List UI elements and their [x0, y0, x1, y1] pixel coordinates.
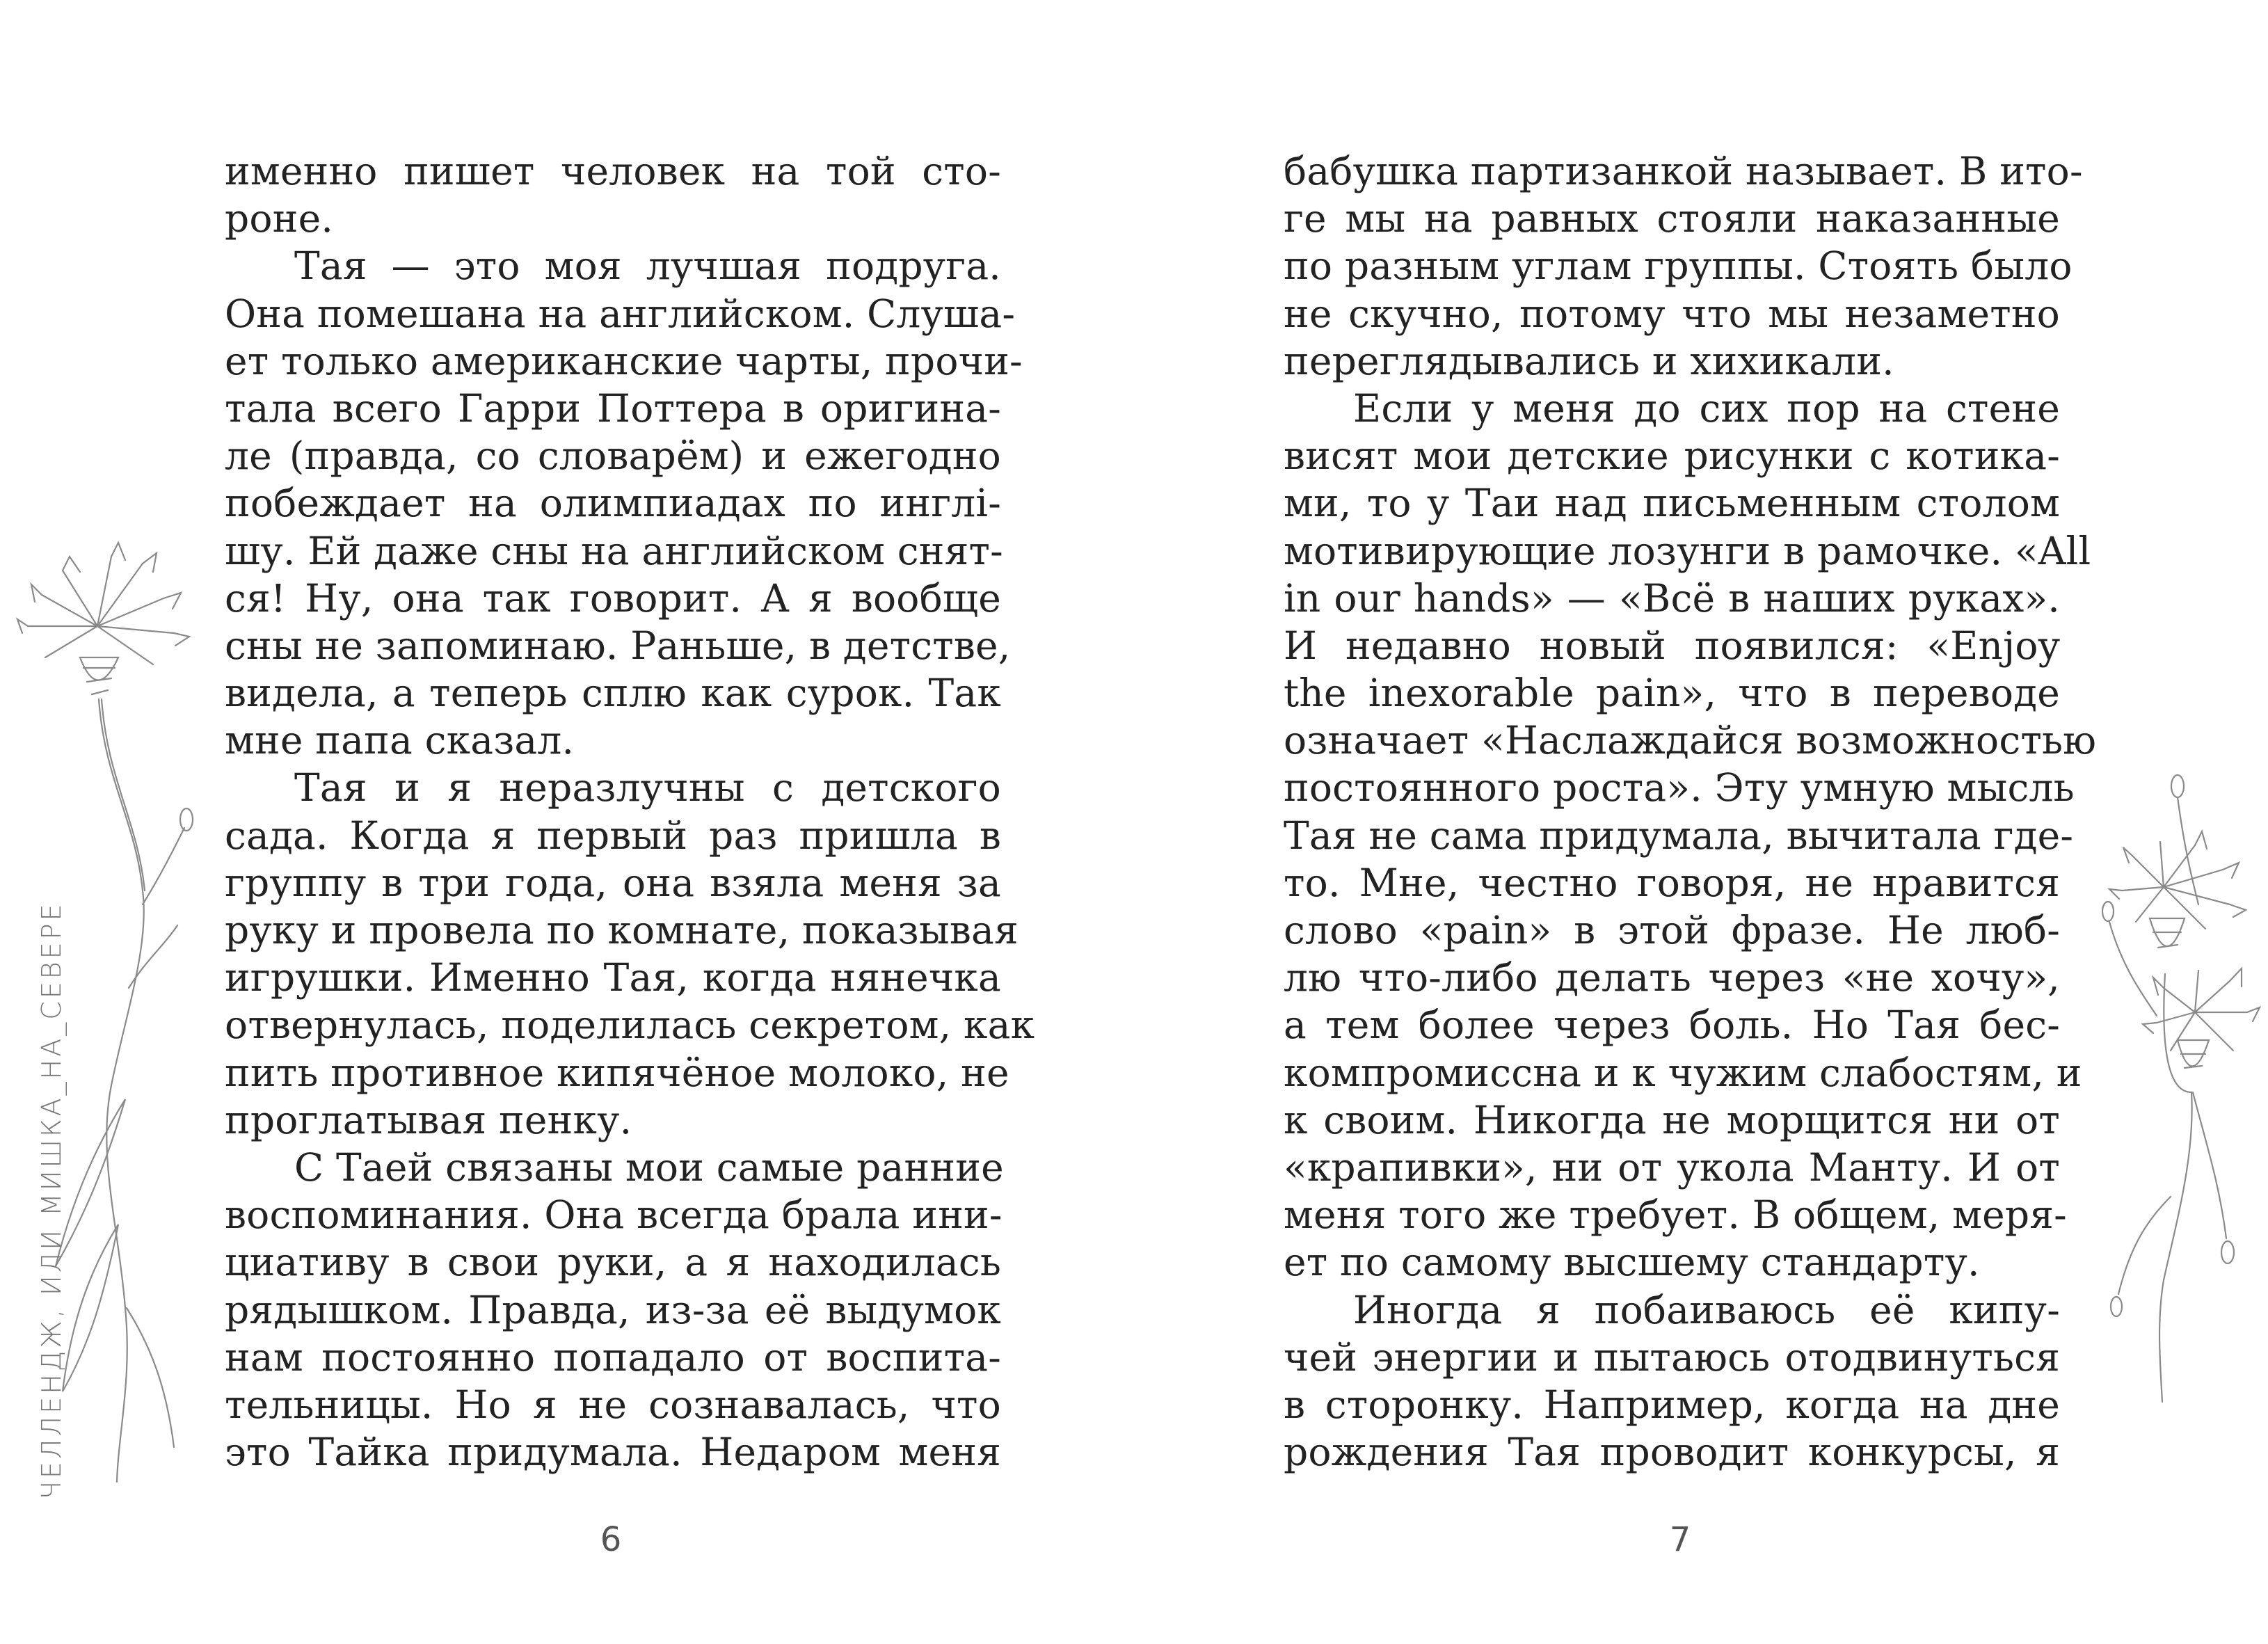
text-line: мне папа сказал.: [225, 718, 575, 763]
text-line: в сторонку. Например, когда на дне: [1284, 1382, 2060, 1427]
text-line: шу. Ей даже сны на английском снят-: [225, 528, 1003, 573]
text-line: тала всего Гарри Поттера в оригина-: [225, 385, 1001, 431]
text-line: это Тайка придумала. Недаром меня: [225, 1430, 1001, 1475]
page-number-right: 7: [1669, 1520, 1691, 1559]
text-line: рождения Тая проводит конкурсы, я: [1284, 1430, 2060, 1475]
text-line: тельницы. Но я не сознавалась, что: [225, 1382, 1001, 1427]
text-line: сны не запоминаю. Раньше, в детстве,: [225, 623, 1011, 668]
text-line: ми, то у Таи над письменным столом: [1284, 481, 2060, 526]
text-line: пить противное кипячёное молоко, не: [225, 1050, 1009, 1095]
text-line: Тая не сама придумала, вычитала где-: [1284, 813, 2074, 858]
text-line: побеждает на олимпиадах по инглі-: [225, 481, 1001, 526]
text-line: проглатывая пенку.: [225, 1097, 632, 1142]
text-line: in our hands» — «Всё в наших руках».: [1284, 575, 2060, 621]
text-line: группу в три года, она взяла меня за: [225, 860, 1001, 905]
text-line: the inexorable pain», что в переводе: [1284, 671, 2060, 716]
text-line: Тая и я неразлучны с детского: [294, 765, 1001, 811]
text-line: отвернулась, поделилась секретом, как: [225, 1003, 1035, 1048]
text-line: меня того же требует. В общем, меря-: [1284, 1192, 2067, 1238]
text-line: постоянного роста». Эту умную мысль: [1284, 765, 2075, 811]
text-line: висят мои детские рисунки с котика-: [1284, 433, 2060, 479]
text-line: роне.: [225, 196, 334, 241]
text-line: сада. Когда я первый раз пришла в: [225, 813, 1001, 858]
page-number-left: 6: [600, 1520, 622, 1559]
text-line: компромиссна и к чужим слабостям, и: [1284, 1050, 2082, 1095]
text-line: не скучно, потому что мы незаметно: [1284, 291, 2060, 336]
text-line: по разным углам группы. Стоять было: [1284, 244, 2073, 289]
text-line: Тая — это моя лучшая подруга.: [294, 244, 1001, 289]
text-line: нам постоянно попадало от воспита-: [225, 1334, 1001, 1380]
text-line: то. Мне, честно говоря, не нравится: [1284, 860, 2060, 905]
text-line: бабушка партизанкой называет. В ито-: [1284, 149, 2083, 193]
right-page: [1134, 0, 2268, 1644]
text-line: рядышком. Правда, из-за её выдумок: [225, 1287, 1001, 1332]
text-line: ет по самому высшему стандарту.: [1284, 1240, 1980, 1285]
text-line: переглядывались и хихикали.: [1284, 338, 1894, 383]
text-line: ет только американские чарты, прочи-: [225, 338, 1023, 383]
text-line: «крапивки», ни от укола Манту. И от: [1284, 1144, 2060, 1190]
right-page-text: [1284, 147, 2097, 1476]
left-page-text: [225, 147, 1035, 1476]
text-line: С Таей связаны мои самые ранние: [294, 1144, 1004, 1190]
text-line: а тем более через боль. Но Тая бес-: [1284, 1003, 2060, 1048]
text-line: мотивирующие лозунги в рамочке. «All: [1284, 528, 2091, 573]
text-line: означает «Наслаждайся возможностью: [1284, 718, 2097, 763]
text-line: Она помешана на английском. Слуша-: [225, 291, 1016, 336]
text-line: И недавно новый появился: «Enjoy: [1284, 623, 2060, 668]
text-line: воспоминания. Она всегда брала ини-: [225, 1192, 1003, 1238]
text-line: Если у меня до сих пор на стене: [1353, 385, 2060, 431]
text-line: Иногда я побаиваюсь её кипу-: [1353, 1287, 2060, 1332]
text-line: ся! Ну, она так говорит. А я вообще: [225, 575, 1001, 621]
text-line: к своим. Никогда не морщится ни от: [1284, 1097, 2060, 1142]
cornflower-illustration: [2080, 765, 2261, 1405]
text-line: игрушки. Именно Тая, когда нянечка: [225, 955, 1001, 1000]
text-line: циативу в свои руки, а я находилась: [225, 1240, 1001, 1285]
text-line: ге мы на равных стояли наказанные: [1284, 196, 2060, 241]
text-line: видела, а теперь сплю как сурок. Так: [225, 671, 1001, 716]
text-line: слово «pain» в этой фразе. Не люб-: [1284, 908, 2060, 952]
text-line: ле (правда, со словарём) и ежегодно: [225, 433, 1001, 479]
running-head: ЧЕЛЛЕНДЖ, ИЛИ МИШКА_НА_СЕВЕРЕ: [36, 901, 67, 1499]
text-line: чей энергии и пытаюсь отодвинуться: [1284, 1334, 2060, 1380]
text-line: лю что-либо делать через «не хочу»,: [1284, 955, 2060, 1000]
text-line: именно пишет человек на той сто-: [225, 149, 1001, 193]
text-line: руку и провела по комнате, показывая: [225, 908, 1019, 952]
